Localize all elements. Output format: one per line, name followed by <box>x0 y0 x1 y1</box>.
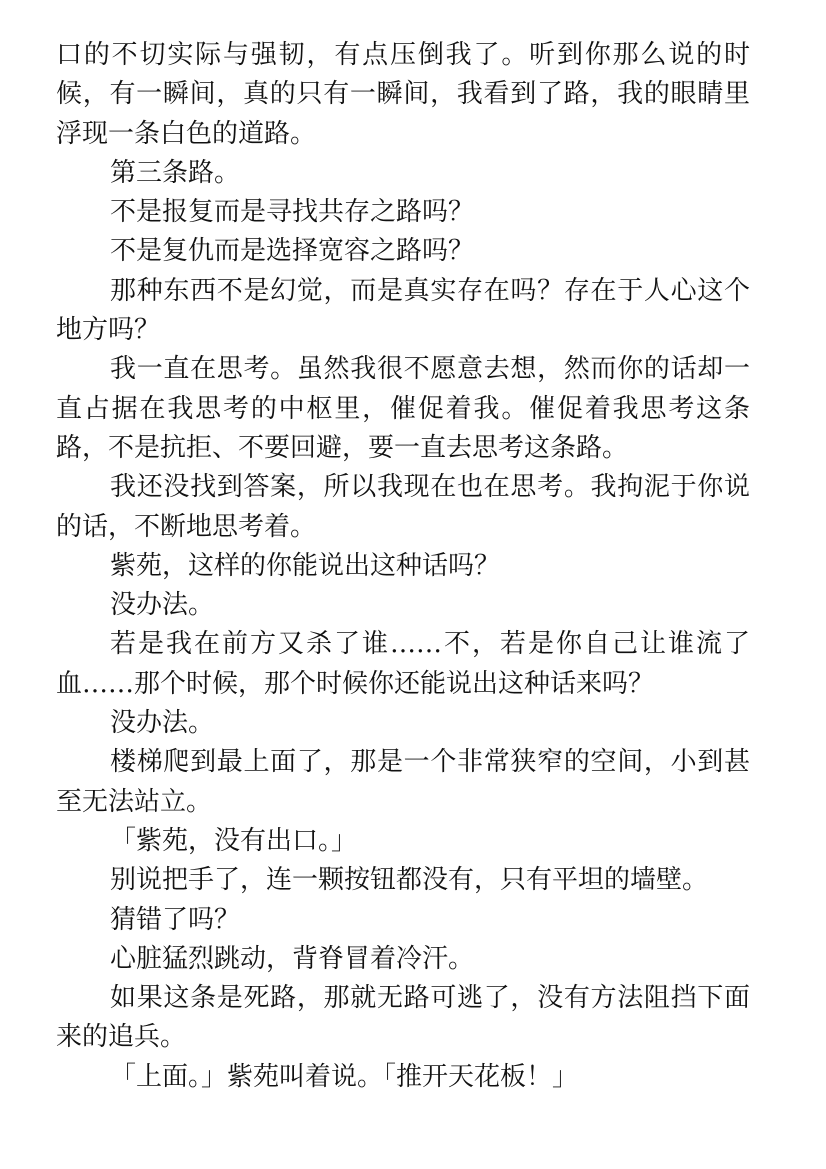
paragraph: 若是我在前方又杀了谁……不，若是你自己让谁流了血……那个时候，那个时候你还能说出这种话来吗？ <box>56 629 750 699</box>
paragraph: 第三条路。 <box>110 157 241 188</box>
paragraph: 不是报复而是寻找共存之路吗？ <box>110 197 475 228</box>
paragraph: 口的不切实际与强韧，有点压倒我了。听到你那么说的时候，有一瞬间，真的只有一瞬间，我看到了路，我的眼睛里浮现一条白色的道路。 <box>56 40 750 149</box>
paragraph: 别说把手了，连一颗按钮都没有，只有平坦的墙壁。 <box>110 865 709 896</box>
paragraph: 我还没找到答案，所以我现在也在思考。我拘泥于你说的话，不断地思考着。 <box>56 472 750 542</box>
paragraph: 心脏猛烈跳动，背脊冒着冷汗。 <box>110 943 475 974</box>
paragraph: 我一直在思考。虽然我很不愿意去想，然而你的话却一直占据在我思考的中枢里，催促着我。催促着我思考这条路，不是抗拒、不要回避，要一直去思考这条路。 <box>56 354 750 463</box>
paragraph: 楼梯爬到最上面了，那是一个非常狭窄的空间，小到甚至无法站立。 <box>56 747 750 817</box>
paragraph: 「上面。」紫苑叫着说。「推开天花板！」 <box>110 1061 579 1092</box>
paragraph: 不是复仇而是选择宽容之路吗？ <box>110 236 475 267</box>
paragraph: 那种东西不是幻觉，而是真实存在吗？存在于人心这个地方吗？ <box>56 275 750 346</box>
paragraph: 没办法。 <box>110 590 215 621</box>
paragraph: 没办法。 <box>110 708 215 739</box>
paragraph: 如果这条是死路，那就无路可逃了，没有方法阻挡下面来的追兵。 <box>56 983 750 1053</box>
book-page-text <box>56 36 750 1097</box>
paragraph: 猜错了吗？ <box>110 904 241 935</box>
paragraph: 紫苑，这样的你能说出这种话吗？ <box>110 550 501 581</box>
paragraph: 「紫苑，没有出口。」 <box>110 825 358 856</box>
